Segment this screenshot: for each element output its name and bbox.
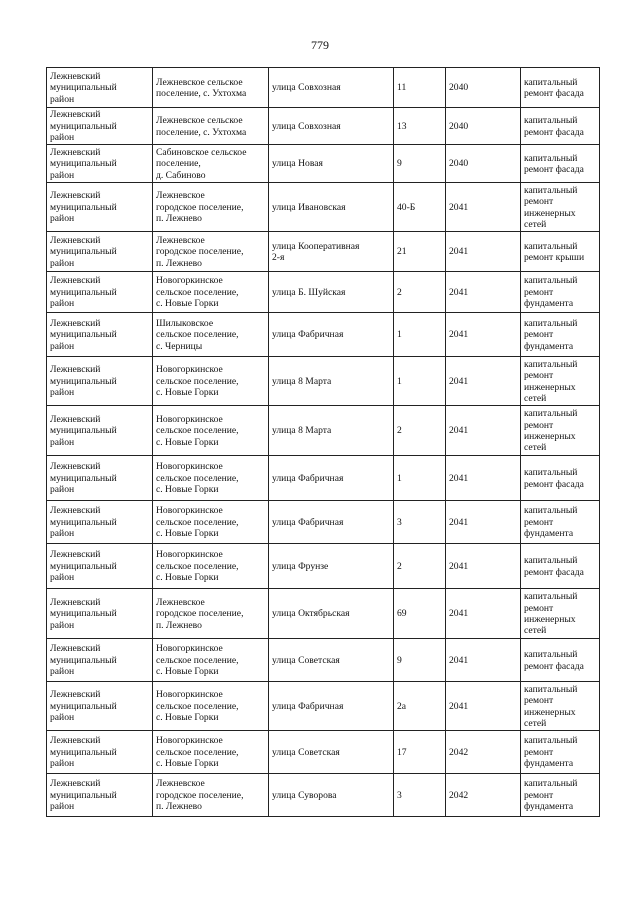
house-number-text: 9	[397, 158, 402, 170]
district-text: Лежневский муниципальный район	[50, 735, 117, 770]
district-cell	[47, 108, 153, 145]
work-type-cell	[521, 774, 600, 817]
street-cell	[269, 68, 394, 108]
street-text: улица Совхозная	[272, 120, 341, 132]
street-cell	[269, 501, 394, 544]
district-cell	[47, 501, 153, 544]
house-number-text: 40-Б	[397, 201, 416, 213]
year-cell	[446, 272, 521, 313]
street-cell	[269, 357, 394, 406]
work-type-text: капитальный ремонт фасада	[524, 555, 584, 578]
work-type-text: капитальный ремонт фундамента	[524, 317, 578, 352]
settlement-cell	[153, 589, 269, 639]
table-row	[47, 682, 600, 731]
year-text: 2041	[449, 472, 469, 484]
house-number-text: 3	[397, 516, 402, 528]
house-number-text: 1	[397, 375, 402, 387]
settlement-text: Лежневское сельское поселение, с. Ухтохма	[156, 115, 247, 138]
settlement-text: Лежневское сельское поселение, с. Ухтохма	[156, 76, 247, 99]
street-cell	[269, 272, 394, 313]
district-cell	[47, 68, 153, 108]
settlement-text: Новогоркинское сельское поселение, с. Новые Горки	[156, 364, 239, 399]
year-cell	[446, 406, 521, 456]
district-text: Лежневский муниципальный район	[50, 190, 117, 225]
settlement-text: Новогоркинское сельское поселение, с. Новые Горки	[156, 549, 239, 584]
work-type-cell	[521, 501, 600, 544]
street-cell	[269, 145, 394, 183]
district-text: Лежневский муниципальный район	[50, 70, 117, 105]
district-cell	[47, 774, 153, 817]
work-type-text: капитальный ремонт инженерных сетей	[524, 358, 578, 404]
district-cell	[47, 406, 153, 456]
district-text: Лежневский муниципальный район	[50, 317, 117, 352]
year-cell	[446, 639, 521, 682]
table-row	[47, 406, 600, 456]
street-text: улица Фабричная	[272, 329, 344, 341]
district-cell	[47, 145, 153, 183]
table-row	[47, 589, 600, 639]
year-text: 2042	[449, 789, 469, 801]
settlement-cell	[153, 774, 269, 817]
year-text: 2042	[449, 746, 469, 758]
district-cell	[47, 272, 153, 313]
year-cell	[446, 774, 521, 817]
repair-schedule-table	[46, 67, 600, 817]
district-text: Лежневский муниципальный район	[50, 364, 117, 399]
street-text: улица Кооперативная 2-я	[272, 240, 360, 263]
house-number-text: 11	[397, 82, 407, 94]
work-type-cell	[521, 272, 600, 313]
year-text: 2041	[449, 608, 469, 620]
work-type-cell	[521, 456, 600, 501]
house-number-cell	[394, 272, 446, 313]
district-cell	[47, 682, 153, 731]
settlement-cell	[153, 406, 269, 456]
table-row	[47, 501, 600, 544]
year-text: 2041	[449, 425, 469, 437]
house-number-cell	[394, 145, 446, 183]
street-cell	[269, 456, 394, 501]
table-row	[47, 232, 600, 272]
settlement-cell	[153, 145, 269, 183]
district-cell	[47, 544, 153, 589]
house-number-text: 13	[397, 120, 407, 132]
work-type-text: капитальный ремонт фасада	[524, 649, 584, 672]
year-text: 2041	[449, 201, 469, 213]
house-number-text: 2	[397, 425, 402, 437]
district-cell	[47, 456, 153, 501]
house-number-cell	[394, 774, 446, 817]
work-type-text: капитальный ремонт инженерных сетей	[524, 683, 578, 729]
table-row	[47, 731, 600, 774]
street-cell	[269, 232, 394, 272]
settlement-cell	[153, 501, 269, 544]
table-row	[47, 145, 600, 183]
house-number-cell	[394, 501, 446, 544]
table-row	[47, 357, 600, 406]
table-row	[47, 108, 600, 145]
work-type-text: капитальный ремонт инженерных сетей	[524, 408, 578, 454]
work-type-text: капитальный ремонт фасада	[524, 115, 584, 138]
district-text: Лежневский муниципальный район	[50, 146, 117, 181]
house-number-text: 2	[397, 286, 402, 298]
page-number: 779	[311, 38, 329, 52]
street-text: улица Ивановская	[272, 201, 346, 213]
settlement-cell	[153, 639, 269, 682]
street-text: улица Совхозная	[272, 82, 341, 94]
street-text: улица Фрунзе	[272, 560, 329, 572]
settlement-text: Шилыковское сельское поселение, с. Черницы	[156, 317, 239, 352]
house-number-text: 17	[397, 746, 407, 758]
district-cell	[47, 589, 153, 639]
settlement-cell	[153, 682, 269, 731]
work-type-text: капитальный ремонт фасада	[524, 467, 584, 490]
work-type-cell	[521, 357, 600, 406]
year-text: 2041	[449, 516, 469, 528]
street-text: улица Советская	[272, 746, 340, 758]
year-text: 2040	[449, 120, 469, 132]
year-cell	[446, 501, 521, 544]
work-type-cell	[521, 108, 600, 145]
work-type-cell	[521, 313, 600, 357]
house-number-cell	[394, 406, 446, 456]
table-row	[47, 544, 600, 589]
table-row	[47, 313, 600, 357]
district-text: Лежневский муниципальный район	[50, 461, 117, 496]
settlement-cell	[153, 232, 269, 272]
settlement-text: Сабиновское сельское поселение, д. Сабиново	[156, 146, 247, 181]
house-number-text: 21	[397, 246, 407, 258]
street-cell	[269, 589, 394, 639]
street-cell	[269, 731, 394, 774]
house-number-text: 9	[397, 654, 402, 666]
work-type-cell	[521, 682, 600, 731]
year-cell	[446, 544, 521, 589]
district-text: Лежневский муниципальный район	[50, 413, 117, 448]
house-number-cell	[394, 108, 446, 145]
street-text: улица Фабричная	[272, 700, 344, 712]
district-text: Лежневский муниципальный район	[50, 234, 117, 269]
house-number-cell	[394, 232, 446, 272]
house-number-cell	[394, 183, 446, 232]
settlement-text: Новогоркинское сельское поселение, с. Новые Горки	[156, 505, 239, 540]
district-cell	[47, 639, 153, 682]
house-number-text: 2	[397, 560, 402, 572]
house-number-text: 69	[397, 608, 407, 620]
house-number-cell	[394, 357, 446, 406]
settlement-text: Лежневское городское поселение, п. Лежнево	[156, 778, 244, 813]
work-type-text: капитальный ремонт фасада	[524, 76, 584, 99]
work-type-text: капитальный ремонт фундамента	[524, 735, 578, 770]
work-type-cell	[521, 145, 600, 183]
table-row	[47, 774, 600, 817]
year-text: 2041	[449, 329, 469, 341]
house-number-cell	[394, 682, 446, 731]
year-cell	[446, 145, 521, 183]
house-number-text: 3	[397, 789, 402, 801]
year-text: 2041	[449, 286, 469, 298]
work-type-cell	[521, 639, 600, 682]
work-type-text: капитальный ремонт фундамента	[524, 505, 578, 540]
settlement-text: Лежневское городское поселение, п. Лежнево	[156, 190, 244, 225]
settlement-cell	[153, 544, 269, 589]
year-cell	[446, 357, 521, 406]
settlement-text: Лежневское городское поселение, п. Лежнево	[156, 596, 244, 631]
year-text: 2041	[449, 700, 469, 712]
work-type-text: капитальный ремонт инженерных сетей	[524, 184, 578, 230]
settlement-cell	[153, 183, 269, 232]
street-text: улица Фабричная	[272, 472, 344, 484]
table-row	[47, 68, 600, 108]
house-number-cell	[394, 731, 446, 774]
year-text: 2041	[449, 246, 469, 258]
street-cell	[269, 108, 394, 145]
district-text: Лежневский муниципальный район	[50, 549, 117, 584]
settlement-cell	[153, 68, 269, 108]
district-cell	[47, 232, 153, 272]
work-type-cell	[521, 589, 600, 639]
street-cell	[269, 639, 394, 682]
house-number-cell	[394, 589, 446, 639]
year-cell	[446, 589, 521, 639]
table-row	[47, 456, 600, 501]
house-number-cell	[394, 456, 446, 501]
year-cell	[446, 313, 521, 357]
street-text: улица Октябрьская	[272, 608, 350, 620]
settlement-text: Лежневское городское поселение, п. Лежнево	[156, 234, 244, 269]
table-row	[47, 639, 600, 682]
settlement-text: Новогоркинское сельское поселение, с. Новые Горки	[156, 689, 239, 724]
settlement-cell	[153, 456, 269, 501]
street-cell	[269, 406, 394, 456]
work-type-cell	[521, 232, 600, 272]
district-text: Лежневский муниципальный район	[50, 689, 117, 724]
year-text: 2040	[449, 158, 469, 170]
settlement-text: Новогоркинское сельское поселение, с. Новые Горки	[156, 643, 239, 678]
district-text: Лежневский муниципальный район	[50, 778, 117, 813]
district-text: Лежневский муниципальный район	[50, 643, 117, 678]
table-row	[47, 183, 600, 232]
district-cell	[47, 183, 153, 232]
year-text: 2040	[449, 82, 469, 94]
house-number-text: 1	[397, 472, 402, 484]
work-type-cell	[521, 406, 600, 456]
street-cell	[269, 774, 394, 817]
district-text: Лежневский муниципальный район	[50, 109, 117, 144]
work-type-cell	[521, 731, 600, 774]
house-number-cell	[394, 68, 446, 108]
district-text: Лежневский муниципальный район	[50, 275, 117, 310]
work-type-text: капитальный ремонт фундамента	[524, 275, 578, 310]
table-row	[47, 272, 600, 313]
district-text: Лежневский муниципальный район	[50, 596, 117, 631]
work-type-text: капитальный ремонт фундамента	[524, 778, 578, 813]
street-cell	[269, 313, 394, 357]
house-number-text: 1	[397, 329, 402, 341]
house-number-cell	[394, 313, 446, 357]
settlement-text: Новогоркинское сельское поселение, с. Новые Горки	[156, 735, 239, 770]
street-text: улица Суворова	[272, 789, 337, 801]
year-text: 2041	[449, 560, 469, 572]
work-type-text: капитальный ремонт крыши	[524, 240, 585, 263]
work-type-text: капитальный ремонт фасада	[524, 152, 584, 175]
street-text: улица 8 Марта	[272, 425, 332, 437]
table-body	[47, 68, 600, 817]
year-cell	[446, 183, 521, 232]
work-type-cell	[521, 68, 600, 108]
house-number-cell	[394, 639, 446, 682]
work-type-cell	[521, 544, 600, 589]
street-cell	[269, 183, 394, 232]
year-cell	[446, 108, 521, 145]
settlement-cell	[153, 357, 269, 406]
settlement-cell	[153, 108, 269, 145]
year-cell	[446, 456, 521, 501]
district-cell	[47, 731, 153, 774]
settlement-text: Новогоркинское сельское поселение, с. Новые Горки	[156, 275, 239, 310]
house-number-text: 2а	[397, 700, 407, 712]
district-cell	[47, 357, 153, 406]
street-text: улица 8 Марта	[272, 375, 332, 387]
work-type-cell	[521, 183, 600, 232]
settlement-cell	[153, 272, 269, 313]
district-cell	[47, 313, 153, 357]
year-cell	[446, 68, 521, 108]
year-text: 2041	[449, 654, 469, 666]
street-cell	[269, 544, 394, 589]
settlement-text: Новогоркинское сельское поселение, с. Новые Горки	[156, 461, 239, 496]
street-text: улица Советская	[272, 654, 340, 666]
street-text: улица Б. Шуйская	[272, 286, 346, 298]
year-cell	[446, 232, 521, 272]
year-cell	[446, 682, 521, 731]
settlement-cell	[153, 731, 269, 774]
street-cell	[269, 682, 394, 731]
street-text: улица Фабричная	[272, 516, 344, 528]
settlement-text: Новогоркинское сельское поселение, с. Новые Горки	[156, 413, 239, 448]
work-type-text: капитальный ремонт инженерных сетей	[524, 591, 578, 637]
settlement-cell	[153, 313, 269, 357]
year-text: 2041	[449, 375, 469, 387]
house-number-cell	[394, 544, 446, 589]
year-cell	[446, 731, 521, 774]
district-text: Лежневский муниципальный район	[50, 505, 117, 540]
street-text: улица Новая	[272, 158, 323, 170]
